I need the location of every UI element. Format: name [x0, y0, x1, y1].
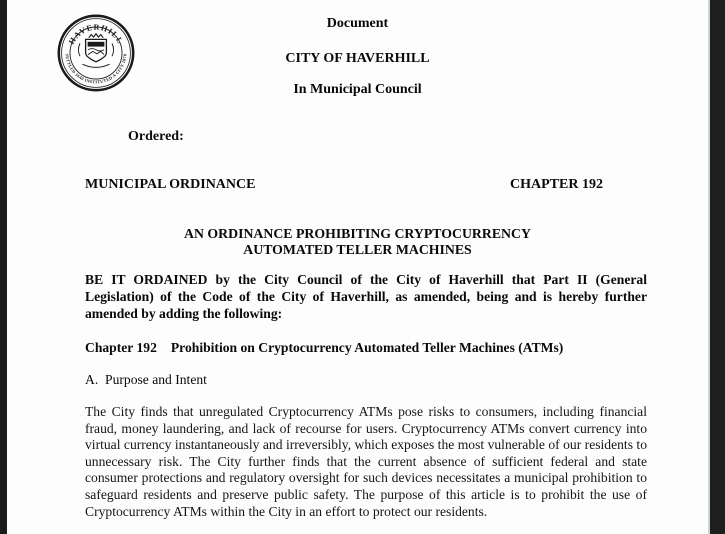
enactment-clause: BE IT ORDAINED by the City Council of the City of Haverhill that Part II (General Legislation) of the Code of the City of Haverhill, as amended, being and is hereby further amended by adding the following: — [85, 272, 647, 322]
ordinance-title-line2: AUTOMATED TELLER MACHINES — [243, 241, 472, 257]
chapter-number-label: CHAPTER 192 — [510, 177, 603, 192]
chapter-heading-number: Chapter 192 — [85, 340, 157, 355]
council-line: In Municipal Council — [293, 82, 422, 97]
page-right-edge — [708, 0, 725, 534]
chapter-heading-title: Prohibition on Cryptocurrency Automated Teller Machines (ATMs) — [170, 340, 564, 355]
chapter-heading — [85, 340, 563, 356]
ordered-label: Ordered: — [128, 129, 184, 144]
seal-top-text-curve: HAVERHILL — [66, 22, 126, 46]
document-header — [7, 16, 708, 98]
ordinance-type-label: MUNICIPAL ORDINANCE — [85, 177, 256, 192]
city-title: CITY OF HAVERHILL — [285, 51, 430, 66]
seal-bottom-text-curve: SETTLED 1640 INSTITUTED A CITY 1870 — [64, 53, 128, 85]
page-left-edge — [0, 0, 7, 534]
ordinance-title — [7, 226, 708, 258]
section-a-heading: A. Purpose and Intent — [85, 372, 207, 387]
ordinance-title-line1: AN ORDINANCE PROHIBITING CRYPTOCURRENCY — [184, 226, 531, 241]
section-a-body: The City finds that unregulated Cryptocurrency ATMs pose risks to consumers, including financial fraud, money laundering, and lack of recourse for users. Cryptocurrency ATMs convert currency into virtual currency instantaneously and irreversibly, which exposes the most vulnerable of our residents to unnecessary risk. The City further finds that the current absence of sufficient federal and state consumer protections and regulatory oversight for such devices necessitates a municipal prohibition to safeguard residents and preserve public safety. The purpose of this article is to prohibit the use of Cryptocurrency ATMs within the City in an effort to protect our residents. — [85, 404, 647, 519]
document-sheet — [7, 0, 708, 534]
document-type-label: Document — [326, 16, 389, 31]
